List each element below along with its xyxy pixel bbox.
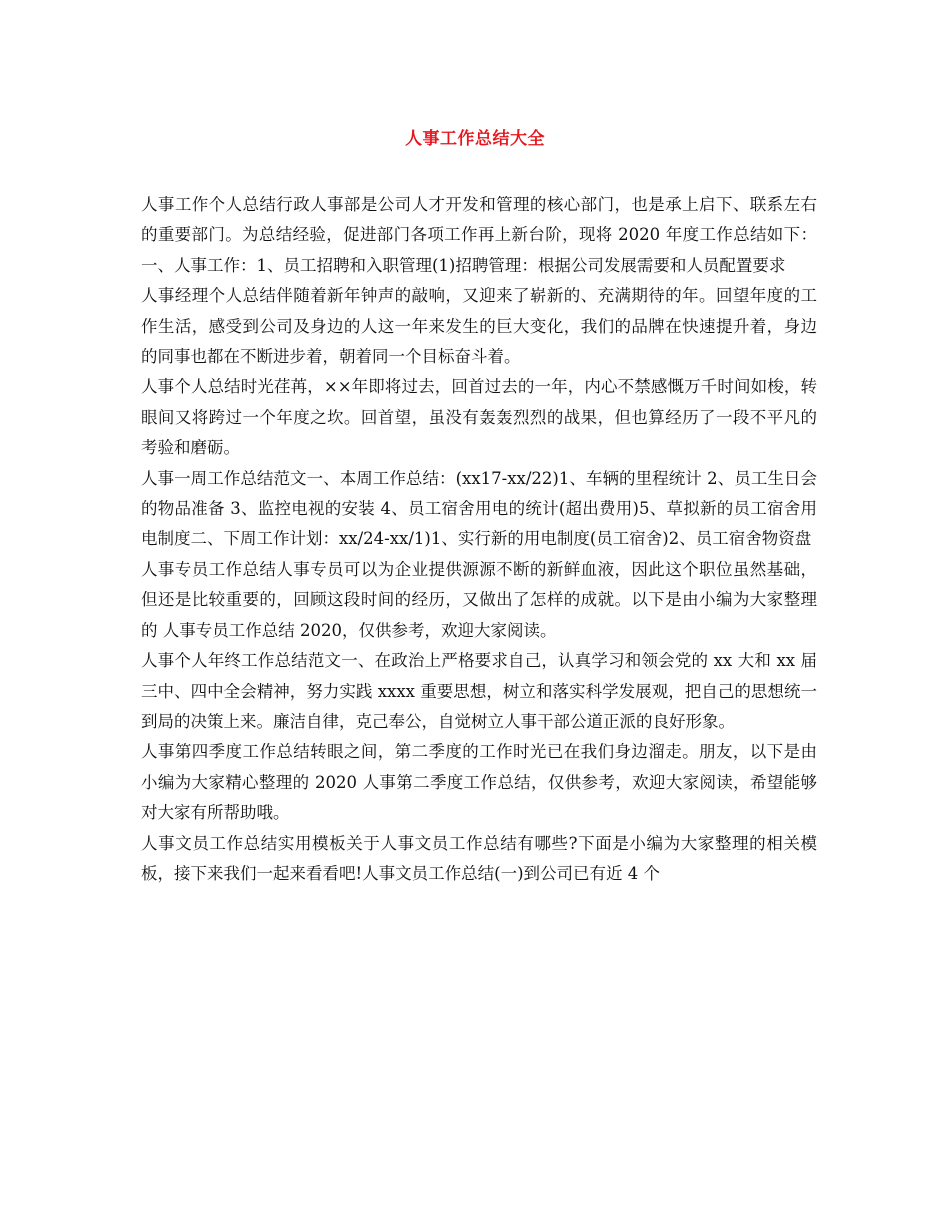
paragraph: 人事个人年终工作总结范文一、在政治上严格要求自己，认真学习和领会党的 xx 大和 xx 届三中、四中全会精神，努力实践 xxxx 重要思想，树立和落实科学发展观，把自己的思想统一到局的决策上来。廉洁自律，克己奉公，自觉树立人事干部公道正派的良好形象。 xyxy=(141,651,817,731)
document-title: 人事工作总结大全 xyxy=(405,129,545,149)
paragraph: 人事文员工作总结实用模板关于人事文员工作总结有哪些?下面是小编为大家整理的相关模板，接下来我们一起来看看吧!人事文员工作总结(一)到公司已有近 4 个 xyxy=(141,833,817,883)
paragraph: 人事专员工作总结人事专员可以为企业提供源源不断的新鲜血液，因此这个职位虽然基础，但还是比较重要的，回顾这段时间的经历，又做出了怎样的成就。以下是由小编为大家整理的 人事专员工作总结 2020，仅供参考，欢迎大家阅读。 xyxy=(141,559,817,640)
paragraph: 人事个人总结时光荏苒，××年即将过去，回首过去的一年，内心不禁感慨万千时间如梭，转眼间又将跨过一个年度之坎。回首望，虽没有轰轰烈烈的战果，但也算经历了一段不平凡的考验和磨砺。 xyxy=(141,377,817,458)
paragraph: 人事一周工作总结范文一、本周工作总结：(xx17-xx/22)1、车辆的里程统计 2、员工生日会的物品准备 3、监控电视的安装 4、员工宿舍用电的统计(超出费用)5、草拟新的员工宿舍用电制度二、下周工作计划：xx/24-xx/1)1、实行新的用电制度(员工宿舍)2、员工宿舍物资盘 xyxy=(141,468,817,549)
paragraph: 人事第四季度工作总结转眼之间，第二季度的工作时光已在我们身边溜走。朋友，以下是由小编为大家精心整理的 2020 人事第二季度工作总结，仅供参考，欢迎大家阅读，希望能够对大家有所帮助哦。 xyxy=(141,742,817,823)
document-body xyxy=(141,190,817,889)
paragraph: 人事经理个人总结伴随着新年钟声的敲响，又迎来了崭新的、充满期待的年。回望年度的工作生活，感受到公司及身边的人这一年来发生的巨大变化，我们的品牌在快速提升着，身边的同事也都在不断进步着，朝着同一个目标奋斗着。 xyxy=(141,286,817,367)
paragraph: 人事工作个人总结行政人事部是公司人才开发和管理的核心部门，也是承上启下、联系左右的重要部门。为总结经验，促进部门各项工作再上新台阶，现将 2020 年度工作总结如下：一、人事工作：1、员工招聘和入职管理(1)招聘管理：根据公司发展需要和人员配置要求 xyxy=(141,195,817,275)
